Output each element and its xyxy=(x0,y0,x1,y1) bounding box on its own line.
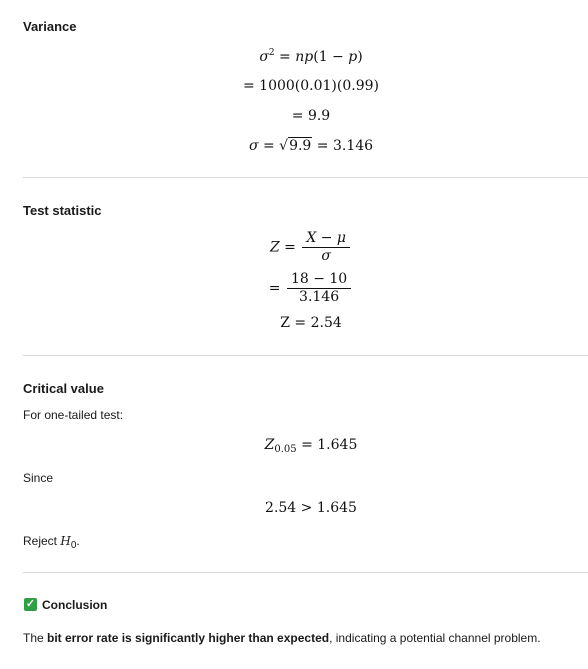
reject-prefix: Reject xyxy=(23,534,61,548)
since-text: Since xyxy=(23,471,54,485)
z-denominator: σ xyxy=(321,248,331,264)
z-numerator: X − μ xyxy=(302,230,350,248)
conclusion-text xyxy=(23,631,541,645)
z-sub-numerator: 18 − 10 xyxy=(287,271,351,289)
variance-value: = 9.9 xyxy=(291,108,331,124)
z-substitution-fraction xyxy=(287,271,351,306)
divider xyxy=(23,355,588,356)
conclusion-prefix: The xyxy=(23,631,48,645)
check-icon: ✓ xyxy=(25,598,36,610)
reject-h-subscript: 0 xyxy=(70,540,77,551)
comparison: 2.54 > 1.645 xyxy=(265,500,357,516)
sqrt-radicand: 9.9 xyxy=(289,138,312,154)
conclusion-suffix: , indicating a potential channel problem. xyxy=(329,631,541,645)
reject-statement: Reject $H_0$. xyxy=(23,534,80,551)
test-statistic-heading: Test statistic xyxy=(23,203,102,218)
critical-z-value: = 1.645 xyxy=(301,437,358,453)
variance-formula: $\sigma^2 = np(1 - p)$ xyxy=(259,48,363,65)
z-formula: Z = $\frac{X - \mu}{\sigma}$ xyxy=(0,230,588,265)
critical-z: $Z_{0.05} = 1.645$ xyxy=(264,437,358,455)
variance-heading: Variance xyxy=(23,19,77,34)
divider xyxy=(23,177,588,178)
z-fraction xyxy=(302,230,350,265)
one-tailed-intro: For one-tailed test: xyxy=(23,408,124,422)
standard-deviation: σ = √9.9 = 3.146 xyxy=(248,138,374,154)
conclusion-emphasis: bit error rate is significantly higher than expected xyxy=(47,631,330,645)
critical-value-heading: Critical value xyxy=(23,381,104,396)
std-dev-result: = 3.146 xyxy=(316,138,374,154)
reject-suffix: . xyxy=(76,534,80,548)
z-result: Z = 2.54 xyxy=(280,315,342,331)
conclusion-heading: Conclusion xyxy=(42,598,108,612)
critical-z-subscript: 0.05 xyxy=(274,444,297,455)
z-substitution: = $\frac{18 - 10}{3.146}$ xyxy=(0,271,588,306)
divider xyxy=(23,572,588,573)
variance-substitution: = 1000(0.01)(0.99) xyxy=(242,78,379,94)
z-sub-denominator: 3.146 xyxy=(299,289,340,305)
